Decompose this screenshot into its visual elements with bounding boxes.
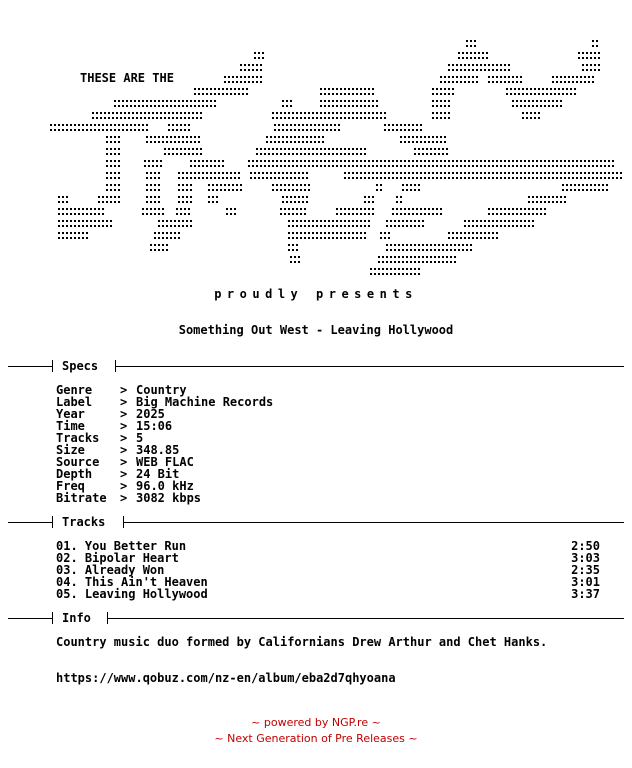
spec-value: 24 Bit [136, 467, 180, 481]
spec-separator: > [120, 455, 128, 469]
section-label-tracks: Tracks [62, 515, 106, 529]
spec-value: Big Machine Records [136, 395, 274, 409]
spec-separator: > [120, 443, 128, 457]
spec-separator: > [120, 431, 128, 445]
track-duration: 3:03 [571, 551, 600, 565]
spec-value: 15:06 [136, 419, 173, 433]
intro-label: THESE ARE THE [80, 71, 174, 85]
spec-key: Freq [56, 479, 85, 493]
track-row [56, 588, 600, 600]
spec-separator: > [120, 479, 128, 493]
spec-value: 3082 kbps [136, 491, 202, 505]
section-header-tracks [8, 516, 624, 528]
track-duration: 2:50 [571, 539, 600, 553]
tracks-list [56, 540, 600, 600]
track-duration: 3:01 [571, 575, 600, 589]
spec-separator: > [120, 419, 128, 433]
track-title: 05. Leaving Hollywood [56, 587, 208, 601]
spec-key: Bitrate [56, 491, 107, 505]
spec-separator: > [120, 467, 128, 481]
ngp-ascii-logo [0, 0, 632, 290]
spec-key: Source [56, 455, 100, 469]
spec-separator: > [120, 395, 128, 409]
spec-value: WEB FLAC [136, 455, 194, 469]
section-header-info [8, 612, 624, 624]
specs-list [56, 384, 273, 504]
track-duration: 3:37 [571, 587, 600, 601]
spec-separator: > [120, 383, 128, 397]
spec-key: Tracks [56, 431, 100, 445]
section-header-specs [8, 360, 624, 372]
spec-key: Size [56, 443, 85, 457]
spec-key: Year [56, 407, 85, 421]
release-title: Something Out West - Leaving Hollywood [178, 323, 454, 337]
spec-value: 2025 [136, 407, 165, 421]
track-title: 04. This Ain't Heaven [56, 575, 208, 589]
spec-value: 5 [136, 431, 144, 445]
spec-separator: > [120, 491, 128, 505]
track-duration: 2:35 [571, 563, 600, 577]
spec-separator: > [120, 407, 128, 421]
footer-tagline: ~ Next Generation of Pre Releases ~ [214, 732, 418, 745]
track-title: 01. You Better Run [56, 539, 187, 553]
footer-powered-by: ~ powered by NGP.re ~ [251, 716, 381, 729]
spec-key: Depth [56, 467, 93, 481]
spec-value: Country [136, 383, 187, 397]
section-label-info: Info [62, 611, 91, 625]
section-label-specs: Specs [62, 359, 99, 373]
presents-line: proudly presents [214, 287, 418, 301]
track-title: 03. Already Won [56, 563, 165, 577]
info-url: https://www.qobuz.com/nz-en/album/eba2d7qhyoana [56, 671, 396, 685]
spec-key: Time [56, 419, 85, 433]
spec-key: Genre [56, 383, 93, 397]
spec-value: 96.0 kHz [136, 479, 194, 493]
spec-value: 348.85 [136, 443, 180, 457]
ascii-art-banner [0, 0, 632, 290]
track-title: 02. Bipolar Heart [56, 551, 179, 565]
spec-row [56, 492, 273, 504]
spec-key: Label [56, 395, 93, 409]
info-description: Country music duo formed by Californians Drew Arthur and Chet Hanks. [56, 635, 548, 649]
